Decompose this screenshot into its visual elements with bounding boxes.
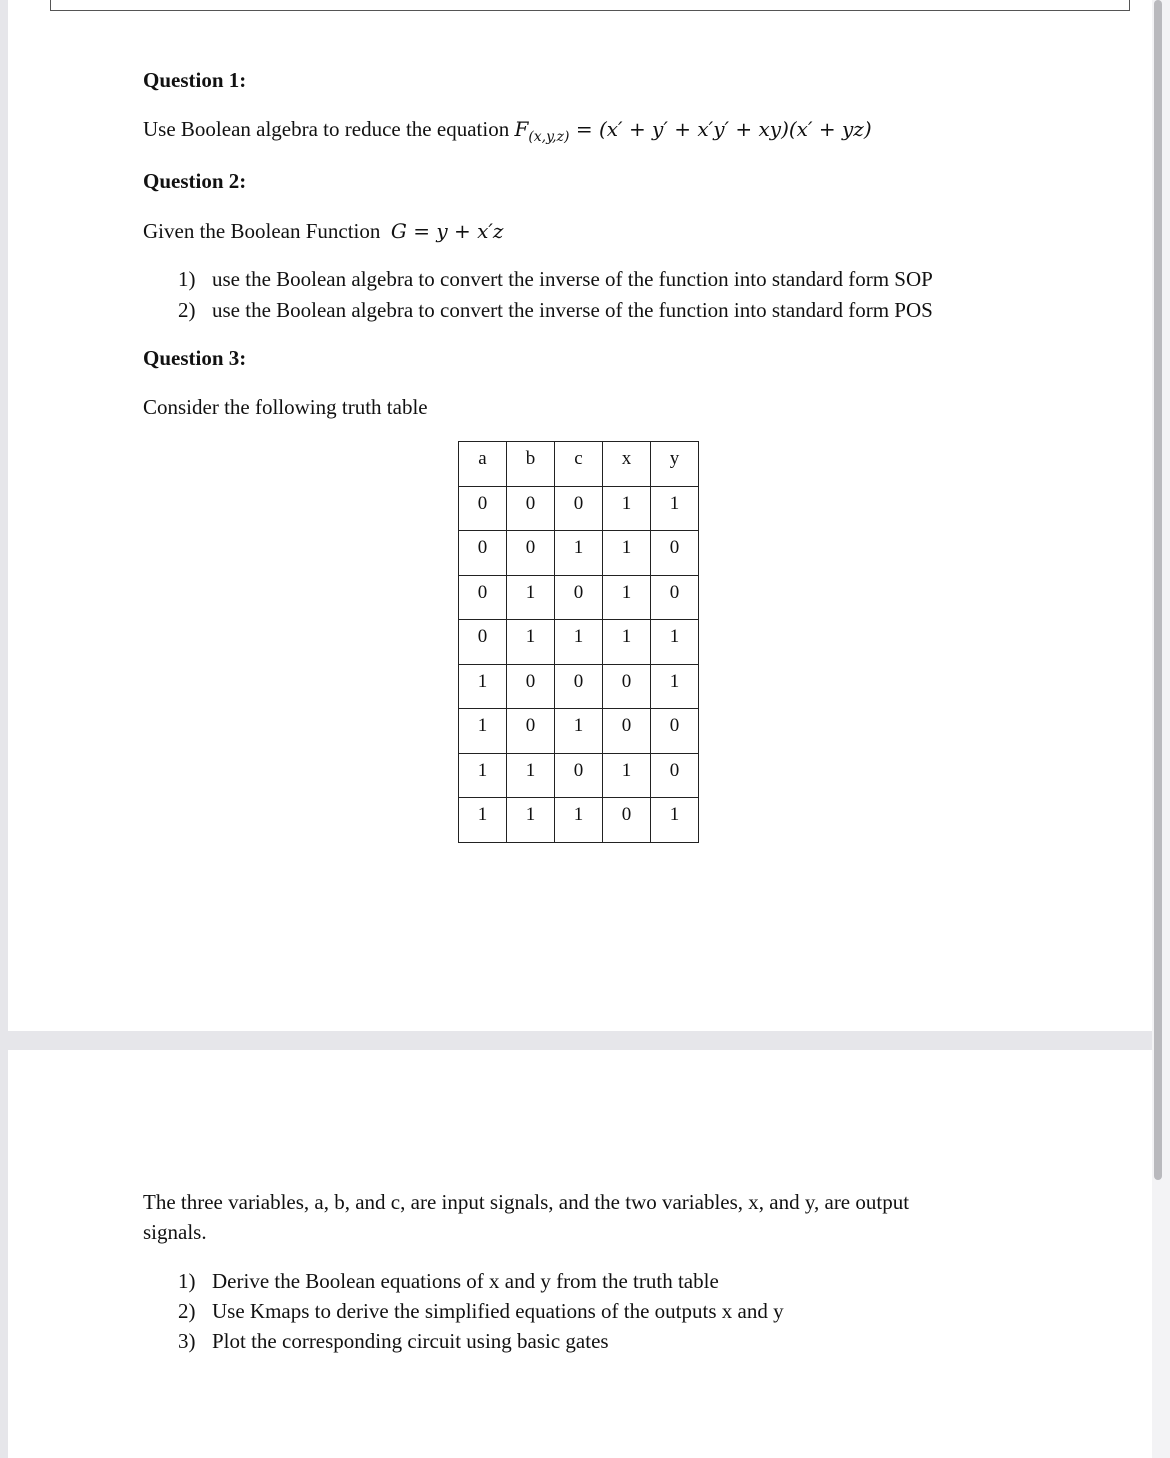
truth-table-cell-x: 1 (603, 486, 651, 531)
truth-table-cell-b: 1 (507, 620, 555, 665)
truth-table (458, 441, 699, 843)
truth-table-cell-b: 1 (507, 575, 555, 620)
list-number: 1) (178, 1269, 196, 1293)
question-3-item-3 (178, 1326, 609, 1356)
question-1-heading: Question 1: (143, 68, 247, 92)
equation-f-subscript: (x,y,z) (528, 129, 570, 145)
truth-table-cell-a: 1 (459, 664, 507, 709)
truth-table-cell-c: 0 (555, 486, 603, 531)
truth-table-cell-x: 0 (603, 709, 651, 754)
truth-table-cell-y: 0 (651, 575, 699, 620)
truth-table-cell-y: 0 (651, 753, 699, 798)
question-3-description-line-1: The three variables, a, b, and c, are input signals, and the two variables, x, and y, are output (143, 1190, 910, 1214)
truth-table-cell-b: 0 (507, 664, 555, 709)
table-row (459, 620, 699, 665)
question-2-text (143, 216, 503, 246)
truth-table-cell-a: 1 (459, 709, 507, 754)
question-1-text (143, 114, 872, 152)
equation-f-lhs: F (514, 117, 529, 141)
list-number: 2) (178, 1299, 196, 1323)
truth-table-cell-x: 1 (603, 531, 651, 576)
truth-table-cell-a: 1 (459, 753, 507, 798)
truth-table-cell-c: 1 (555, 531, 603, 576)
table-row (459, 753, 699, 798)
truth-table-cell-y: 1 (651, 620, 699, 665)
truth-table-cell-y: 1 (651, 798, 699, 843)
equation-f-rhs: = (x′ + y′ + x′y′ + xy)(x′ + yz) (575, 117, 872, 141)
truth-table-cell-y: 0 (651, 531, 699, 576)
truth-table-cell-c: 0 (555, 575, 603, 620)
truth-table-cell-c: 1 (555, 798, 603, 843)
list-number: 1) (178, 267, 196, 291)
question-2-item-2 (178, 295, 933, 325)
truth-table-cell-b: 0 (507, 486, 555, 531)
truth-table-cell-c: 0 (555, 664, 603, 709)
question-1-prompt: Use Boolean algebra to reduce the equation (143, 117, 510, 141)
truth-table-header-row (459, 442, 699, 487)
truth-table-cell-y: 0 (651, 709, 699, 754)
truth-table-header-y: y (651, 442, 699, 487)
question-3-description-line-2: signals. (143, 1220, 207, 1244)
truth-table-cell-a: 0 (459, 531, 507, 576)
table-row (459, 486, 699, 531)
list-number: 2) (178, 298, 196, 322)
truth-table-cell-a: 0 (459, 575, 507, 620)
document-page-1 (8, 0, 1152, 1031)
table-row (459, 575, 699, 620)
list-text: use the Boolean algebra to convert the inverse of the function into standard form SOP (212, 267, 933, 291)
truth-table-cell-b: 1 (507, 753, 555, 798)
list-text: use the Boolean algebra to convert the inverse of the function into standard form POS (212, 298, 933, 322)
table-row (459, 531, 699, 576)
truth-table-header-c: c (555, 442, 603, 487)
previous-content-box (50, 0, 1130, 11)
truth-table-cell-b: 0 (507, 709, 555, 754)
truth-table-cell-x: 1 (603, 620, 651, 665)
question-2-prompt: Given the Boolean Function (143, 219, 381, 243)
list-number: 3) (178, 1329, 196, 1353)
table-row (459, 798, 699, 843)
truth-table-cell-x: 0 (603, 798, 651, 843)
truth-table-cell-a: 0 (459, 620, 507, 665)
scrollbar-thumb[interactable] (1154, 0, 1162, 1180)
question-3-item-2 (178, 1296, 784, 1326)
equation-f (514, 117, 872, 145)
question-3-heading: Question 3: (143, 346, 247, 370)
truth-table-header-b: b (507, 442, 555, 487)
list-text: Use Kmaps to derive the simplified equations of the outputs x and y (212, 1299, 784, 1323)
table-row (459, 664, 699, 709)
truth-table-cell-a: 1 (459, 798, 507, 843)
question-3-prompt: Consider the following truth table (143, 395, 428, 419)
question-2-item-1 (178, 264, 933, 294)
truth-table-cell-b: 1 (507, 798, 555, 843)
truth-table-cell-a: 0 (459, 486, 507, 531)
question-2-heading: Question 2: (143, 169, 247, 193)
truth-table-cell-y: 1 (651, 486, 699, 531)
truth-table-cell-x: 1 (603, 753, 651, 798)
function-g: G = y + x′z (390, 219, 504, 243)
truth-table-header-a: a (459, 442, 507, 487)
truth-table-cell-b: 0 (507, 531, 555, 576)
question-3-item-1 (178, 1266, 719, 1296)
truth-table-cell-c: 1 (555, 709, 603, 754)
table-row (459, 709, 699, 754)
document-page-2 (8, 1050, 1152, 1458)
truth-table-cell-x: 0 (603, 664, 651, 709)
truth-table-cell-x: 1 (603, 575, 651, 620)
list-text: Plot the corresponding circuit using basic gates (212, 1329, 609, 1353)
truth-table-cell-c: 1 (555, 620, 603, 665)
truth-table-header-x: x (603, 442, 651, 487)
truth-table-cell-c: 0 (555, 753, 603, 798)
list-text: Derive the Boolean equations of x and y from the truth table (212, 1269, 719, 1293)
truth-table-cell-y: 1 (651, 664, 699, 709)
